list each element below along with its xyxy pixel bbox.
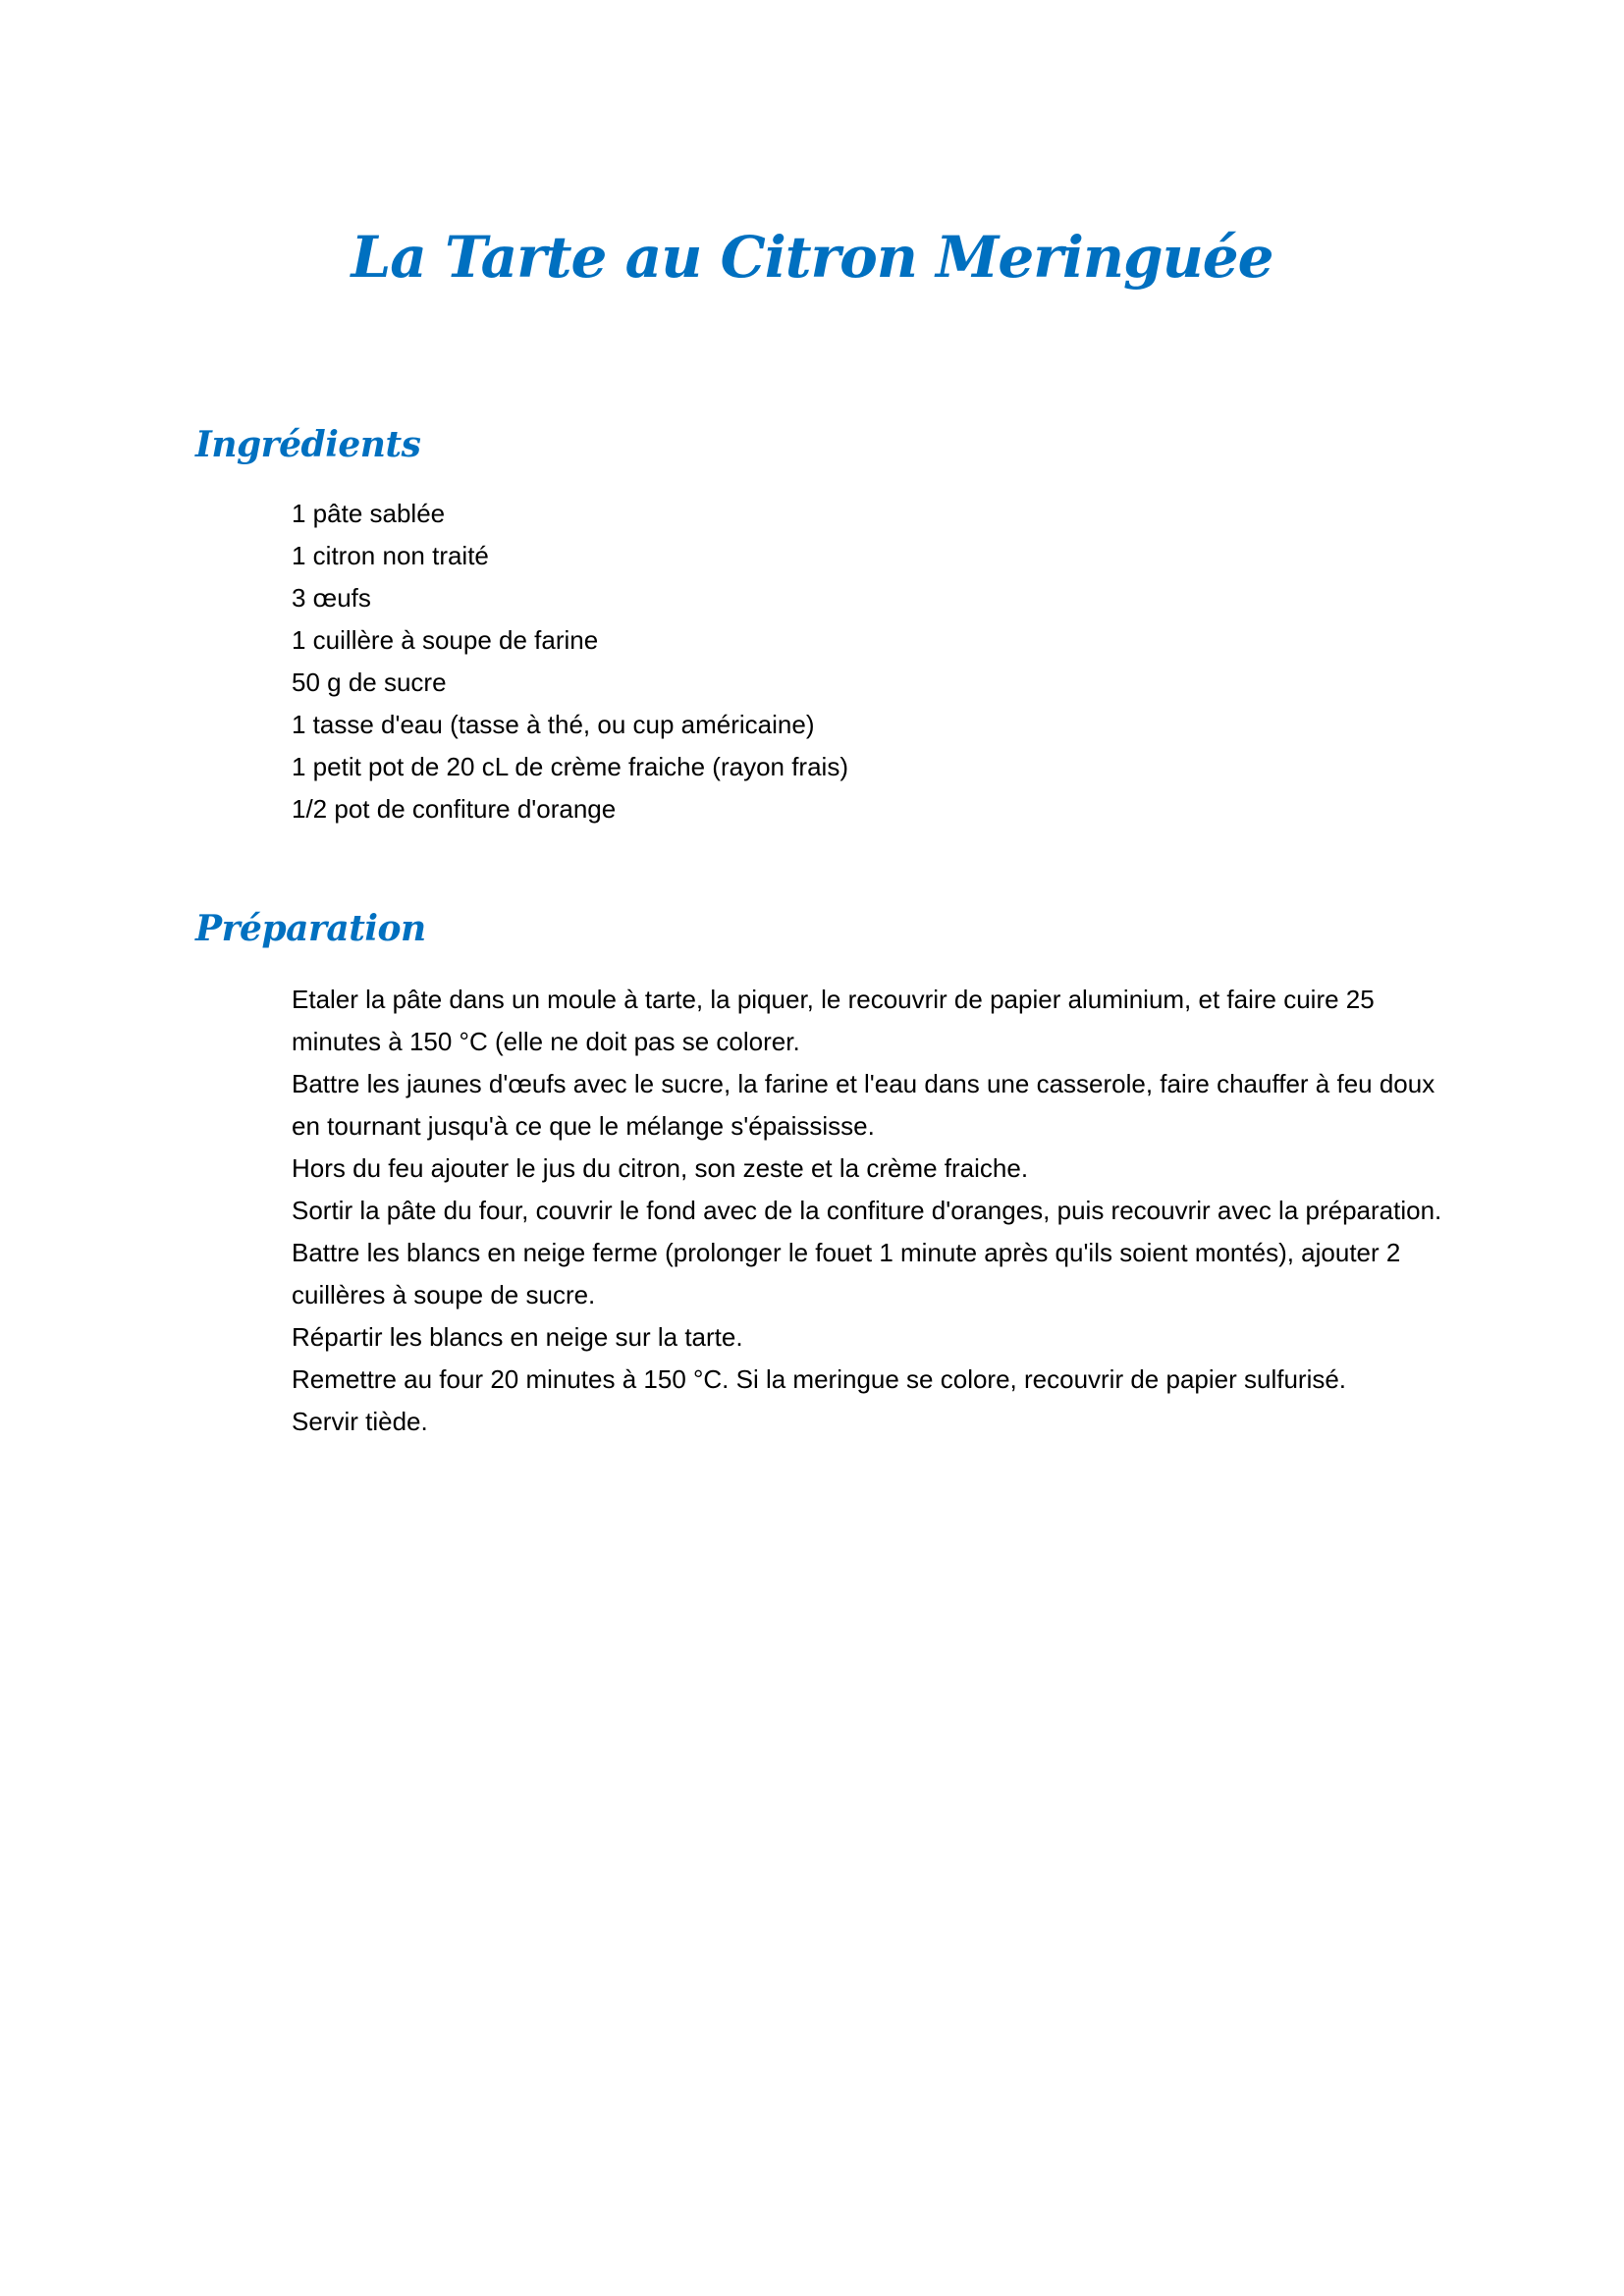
preparation-step: Etaler la pâte dans un moule à tarte, la piquer, le recouvrir de papier aluminium, et faire cuire 25 minutes à 150 °C (elle ne doit pas se colorer. (292, 985, 1375, 1056)
preparation-steps (292, 979, 1470, 1443)
preparation-step: Battre les blancs en neige ferme (prolonger le fouet 1 minute après qu'ils soient montés), ajouter 2 cuillères à soupe de sucre. (292, 1238, 1401, 1309)
ingredient-item: 50 g de sucre (292, 667, 447, 697)
preparation-heading: Préparation (195, 908, 426, 949)
ingredients-heading: Ingrédients (195, 424, 421, 465)
preparation-step: Battre les jaunes d'œufs avec le sucre, la farine et l'eau dans une casserole, faire chauffer à feu doux en tournant jusqu'à ce que le mélange s'épaississe. (292, 1069, 1435, 1141)
recipe-title: La Tarte au Citron Meringuée (351, 224, 1273, 291)
ingredients-list (292, 493, 1470, 830)
ingredient-item: 1 tasse d'eau (tasse à thé, ou cup américaine) (292, 710, 815, 739)
preparation-step: Hors du feu ajouter le jus du citron, son zeste et la crème fraiche. (292, 1153, 1029, 1183)
preparation-step: Servir tiède. (292, 1407, 428, 1436)
ingredient-item: 1 petit pot de 20 cL de crème fraiche (rayon frais) (292, 752, 848, 781)
preparation-step: Sortir la pâte du four, couvrir le fond avec de la confiture d'oranges, puis recouvrir avec la préparation. (292, 1196, 1442, 1225)
ingredient-item: 1/2 pot de confiture d'orange (292, 794, 617, 824)
preparation-step: Remettre au four 20 minutes à 150 °C. Si la meringue se colore, recouvrir de papier sulfurisé. (292, 1364, 1347, 1394)
ingredient-item: 1 pâte sablée (292, 499, 446, 528)
ingredient-item: 1 citron non traité (292, 541, 489, 570)
preparation-step: Répartir les blancs en neige sur la tarte. (292, 1322, 743, 1352)
ingredient-item: 3 œufs (292, 583, 371, 613)
ingredient-item: 1 cuillère à soupe de farine (292, 625, 599, 655)
